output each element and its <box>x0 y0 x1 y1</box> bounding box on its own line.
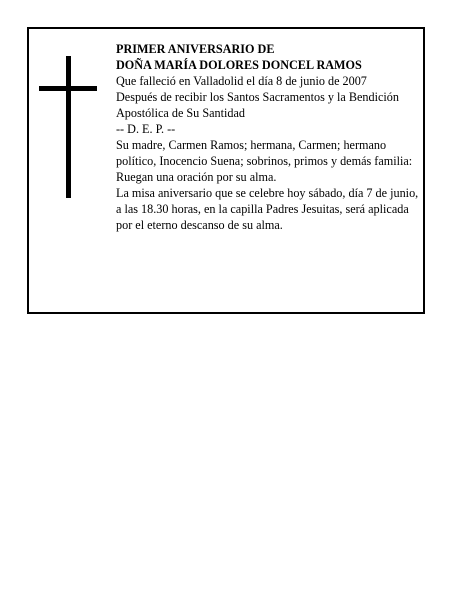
notice-title-line1: PRIMER ANIVERSARIO DE <box>116 42 275 56</box>
obituary-notice <box>27 27 425 314</box>
notice-title-line2: DOÑA MARÍA DOLORES DONCEL RAMOS <box>116 58 362 72</box>
prayer-text: Ruegan una oración por su alma. <box>116 170 277 184</box>
mass-text: La misa aniversario que se celebre hoy sábado, día 7 de junio, a las 18.30 horas, en la capilla Padres Jesuitas, será aplicada por el eterno descanso de su alma. <box>116 186 419 232</box>
cross-horizontal-bar <box>39 86 97 91</box>
death-info: Que falleció en Valladolid el día 8 de junio de 2007 <box>116 74 367 88</box>
dep-text: -- D. E. P. -- <box>116 122 176 136</box>
cross-vertical-bar <box>66 56 71 198</box>
family-text: Su madre, Carmen Ramos; hermana, Carmen; hermano político, Inocencio Suena; sobrinos, primos y demás familia: <box>116 138 413 168</box>
notice-text <box>116 41 420 233</box>
sacraments-text: Después de recibir los Santos Sacramentos y la Bendición Apostólica de Su Santidad <box>116 90 399 120</box>
